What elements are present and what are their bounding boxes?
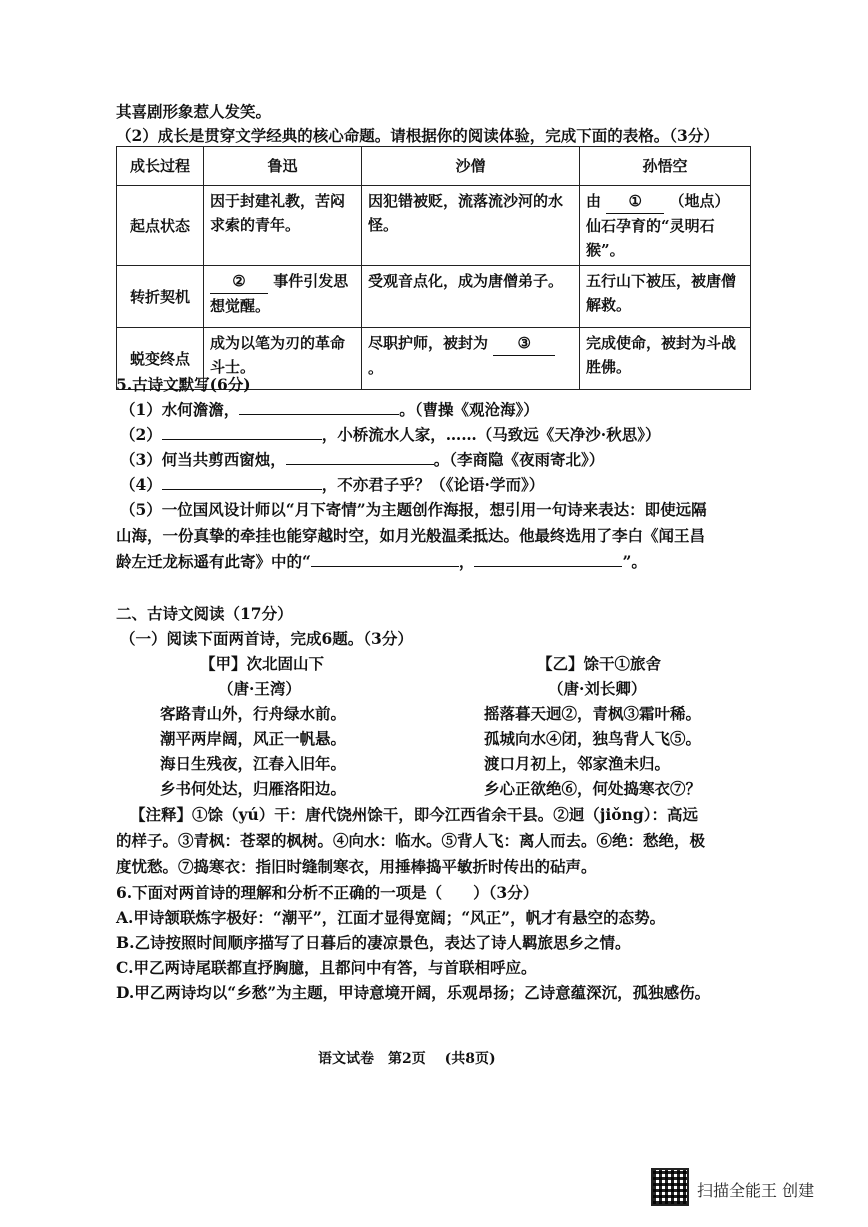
poem-a-line: 乡书何处达，归雁洛阳边。: [160, 779, 347, 798]
poem-b-title: 【乙】馀干①旅舍: [537, 654, 662, 673]
growth-table: [116, 146, 751, 390]
recite-line-1: [120, 398, 539, 420]
poem-b-line: 摇落暮天迥②，青枫③霜叶稀。: [484, 704, 702, 723]
cell-text: 由: [586, 192, 602, 210]
option-d[interactable]: D.甲乙两诗均以“乡愁”为主题，甲诗意境开阔，乐观昂扬；乙诗意蕴深沉，孤独感伤。: [116, 983, 711, 1002]
answer-blank-2[interactable]: ②: [210, 269, 268, 294]
page-footer: 语文试卷 第2页 (共8页): [318, 1051, 496, 1067]
poem-a-line: 海日生残夜，江春入旧年。: [160, 754, 347, 773]
table-cell: 五行山下被压，被唐僧解救。: [580, 266, 751, 328]
recite-line-5a: （5）一位国风设计师以“月下寄情”为主题创作海报，想引用一句诗来表达：即使远隔: [120, 500, 707, 519]
option-b[interactable]: B.乙诗按照时间顺序描写了日暮后的凄凉景色，表达了诗人羁旅思乡之情。: [116, 933, 631, 952]
poem-a-title: 【甲】次北固山下: [200, 654, 325, 673]
table-header: 沙僧: [362, 147, 580, 186]
subsection-1-title: （一）阅读下面两首诗，完成6题。（3分）: [120, 629, 413, 648]
line-text: ，不亦君子乎？（《论语·学而》）: [321, 475, 545, 494]
poem-b-line: 渡口月初上，邻家渔未归。: [484, 754, 671, 773]
cell-text: 。: [368, 359, 384, 377]
table-header: 孙悟空: [580, 147, 751, 186]
table-cell: 因于封建礼教，苦闷求索的青年。: [204, 186, 362, 266]
line-text: ”。: [622, 552, 647, 571]
question-6-stem: 6.下面对两首诗的理解和分析不正确的一项是（ ）（3分）: [116, 883, 539, 902]
table-cell: [204, 266, 362, 328]
table-cell: 成为以笔为刃的革命斗士。: [204, 328, 362, 390]
intro-line: 其喜剧形象惹人发笑。: [116, 102, 272, 121]
table-row: [117, 266, 751, 328]
recite-line-5c: [116, 550, 647, 572]
recite-blank-4[interactable]: [162, 475, 322, 490]
poem-a-author: （唐·王湾）: [218, 679, 301, 698]
section-title-5: 5.古诗文默写(6分): [116, 375, 251, 394]
poem-b-line: 孤城向水④闭，独鸟背人飞⑤。: [484, 729, 702, 748]
poem-a-line: 客路青山外，行舟绿水前。: [160, 704, 347, 723]
annotation-line: 的样子。③青枫：苍翠的枫树。④向水：临水。⑤背人飞：离人而去。⑥绝：愁绝，极: [116, 831, 706, 850]
recite-blank-1[interactable]: [239, 400, 399, 415]
table-cell: 完成使命，被封为斗战胜佛。: [580, 328, 751, 390]
recite-line-2: [120, 423, 660, 445]
table-cell: [580, 186, 751, 266]
line-text: （4）: [120, 475, 162, 494]
recite-blank-5b[interactable]: [474, 552, 622, 567]
row-label: 起点状态: [117, 186, 204, 266]
recite-line-3: [120, 448, 604, 470]
table-header: 鲁迅: [204, 147, 362, 186]
poem-b-line: 乡心正欲绝⑥，何处捣寒衣⑦？: [484, 779, 702, 798]
annotation-line: 【注释】①馀（yú）干：唐代饶州馀干，即今江西省余干县。②迥（jiǒng）：高远: [130, 805, 698, 824]
poem-a-line: 潮平两岸阔，风正一帆悬。: [160, 729, 347, 748]
table-row: [117, 186, 751, 266]
recite-line-4: [120, 473, 544, 495]
answer-blank-1[interactable]: ①: [606, 189, 664, 214]
line-text: （3）何当共剪西窗烛，: [120, 450, 286, 469]
table-header: 成长过程: [117, 147, 204, 186]
recite-line-5b: 山海，一份真挚的牵挂也能穿越时空，如月光般温柔抵达。他最终选用了李白《闻王昌: [116, 526, 706, 545]
scanner-watermark: 扫描全能王 创建: [697, 1181, 815, 1200]
line-text: ，: [458, 552, 475, 571]
question-4-2: （2）成长是贯穿文学经典的核心命题。请根据你的阅读体验，完成下面的表格。（3分）: [116, 126, 719, 145]
line-text: 。（李商隐《夜雨寄北》）: [433, 450, 605, 469]
cell-text: 尽职护师，被封为: [368, 334, 489, 352]
cell-text: 事件引发思想觉醒。: [210, 272, 349, 315]
answer-blank-3[interactable]: ③: [493, 331, 555, 356]
table-cell: 因犯错被贬，流落流沙河的水怪。: [362, 186, 580, 266]
row-label: 蜕变终点: [117, 328, 204, 390]
line-text: （2）: [120, 425, 162, 444]
line-text: ，小桥流水人家，……（马致远《天净沙·秋思》）: [321, 425, 661, 444]
section-2-title: 二、古诗文阅读（17分）: [116, 604, 293, 623]
line-text: 。（曹操《观沧海》）: [399, 400, 539, 419]
poem-b-author: （唐·刘长卿）: [548, 679, 647, 698]
recite-blank-2[interactable]: [162, 425, 322, 440]
cell-text: （地点）仙石孕育的“灵明石猴”。: [586, 192, 730, 259]
qr-code-icon: [651, 1168, 689, 1206]
table-header-row: [117, 147, 751, 186]
recite-blank-5a[interactable]: [311, 552, 459, 567]
recite-blank-3[interactable]: [286, 450, 434, 465]
line-text: （1）水何澹澹，: [120, 400, 240, 419]
line-text: 龄左迁龙标遥有此寄》中的“: [116, 552, 311, 571]
table-cell: 受观音点化，成为唐僧弟子。: [362, 266, 580, 328]
option-c[interactable]: C.甲乙两诗尾联都直抒胸臆，且都问中有答，与首联相呼应。: [116, 958, 537, 977]
annotation-line: 度忧愁。⑦捣寒衣：指旧时缝制寒衣，用捶棒捣平敏折时传出的砧声。: [116, 857, 597, 876]
table-cell: [362, 328, 580, 390]
option-a[interactable]: A.甲诗颔联炼字极好：“潮平”，江面才显得宽阔；“风正”，帆才有悬空的态势。: [116, 908, 666, 927]
row-label: 转折契机: [117, 266, 204, 328]
